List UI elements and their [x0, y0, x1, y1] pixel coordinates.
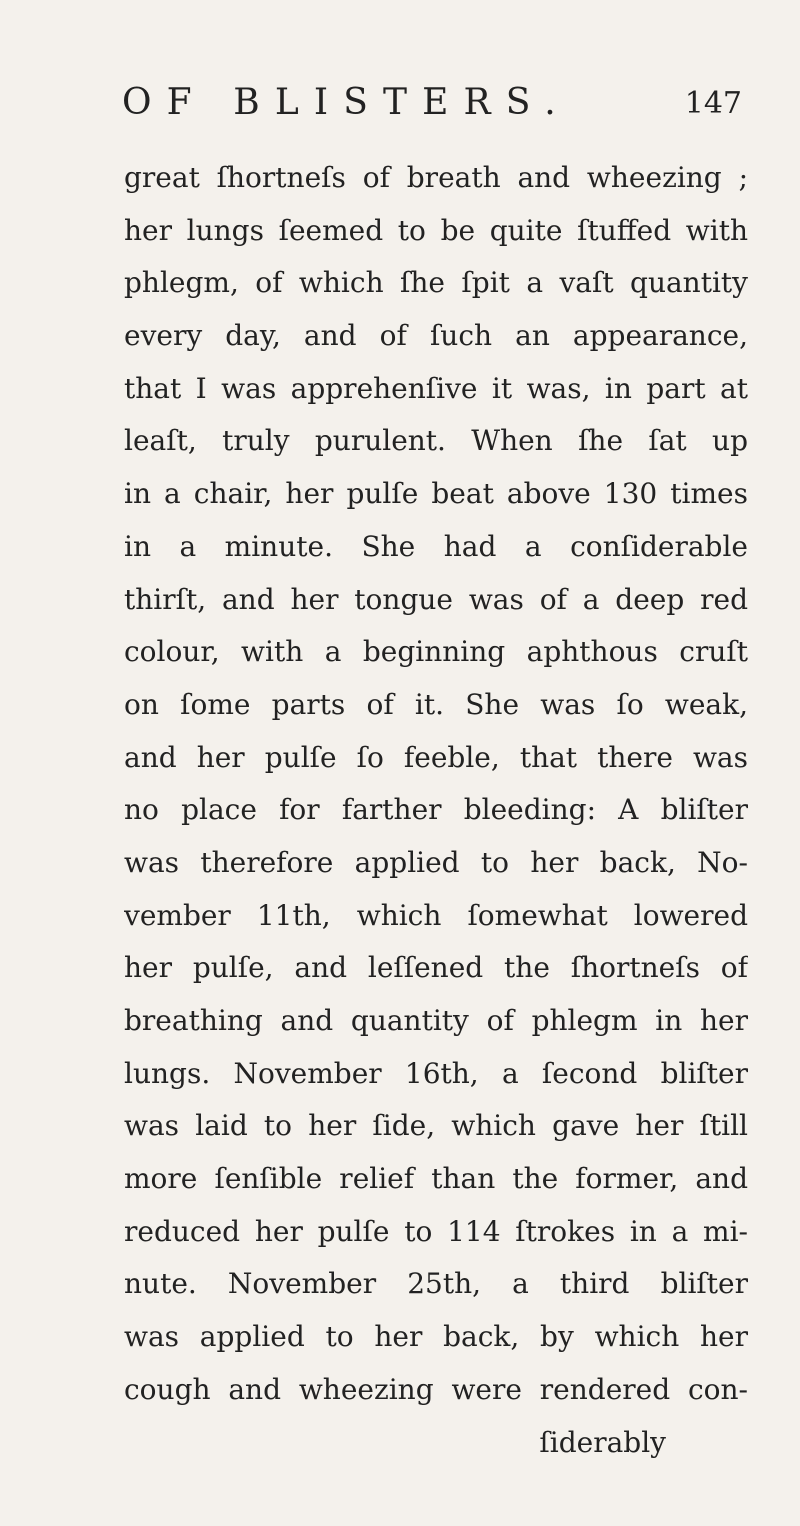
text-line: nute. November 25th, a third bliſter [124, 1267, 748, 1301]
page-number: 147 [684, 86, 742, 121]
running-head [122, 82, 742, 130]
text-line: phlegm, of which ſhe ſpit a vaſt quantity [124, 266, 748, 300]
text-line: that I was apprehenſive it was, in part at [124, 371, 748, 405]
text-line: reduced her pulſe to 114 ſtrokes in a mi- [124, 1214, 748, 1248]
text-line: in a minute. She had a conſiderable [124, 529, 748, 563]
text-line: was laid to her ſide, which gave her ſtill [124, 1109, 748, 1143]
text-line: thirſt, and her tongue was of a deep red [124, 582, 748, 616]
text-line: was therefore applied to her back, No- [124, 845, 748, 879]
catchword: ſiderably [539, 1425, 666, 1459]
text-line: on ſome parts of it. She was ſo weak, [124, 687, 748, 721]
text-line: no place for farther bleeding: A bliſter [124, 793, 748, 827]
text-line: colour, with a beginning aphthous cruſt [124, 635, 748, 669]
body-text [124, 152, 748, 1469]
text-line: vember 11th, which ſomewhat lowered [124, 898, 748, 932]
text-line: great ſhortneſs of breath and wheezing ; [124, 161, 748, 194]
text-line: breathing and quantity of phlegm in her [124, 1004, 748, 1037]
text-line: her pulſe, and leſſened the ſhortneſs of [124, 951, 748, 985]
text-line: more ſenſible relief than the former, and [124, 1162, 748, 1196]
text-line: in a chair, her pulſe beat above 130 times [124, 477, 748, 511]
text-line: lungs. November 16th, a ſecond bliſter [124, 1056, 748, 1090]
section-title: OF BLISTERS. [122, 82, 571, 123]
text-line: cough and wheezing were rendered con- [124, 1372, 748, 1406]
text-line: leaſt, truly purulent. When ſhe ſat up [124, 424, 748, 458]
text-line: every day, and of ſuch an appearance, [124, 319, 748, 353]
text-line: was applied to her back, by which her [124, 1320, 748, 1354]
text-line: her lungs ſeemed to be quite ſtuffed with [124, 213, 748, 247]
text-line: and her pulſe ſo feeble, that there was [124, 740, 748, 774]
